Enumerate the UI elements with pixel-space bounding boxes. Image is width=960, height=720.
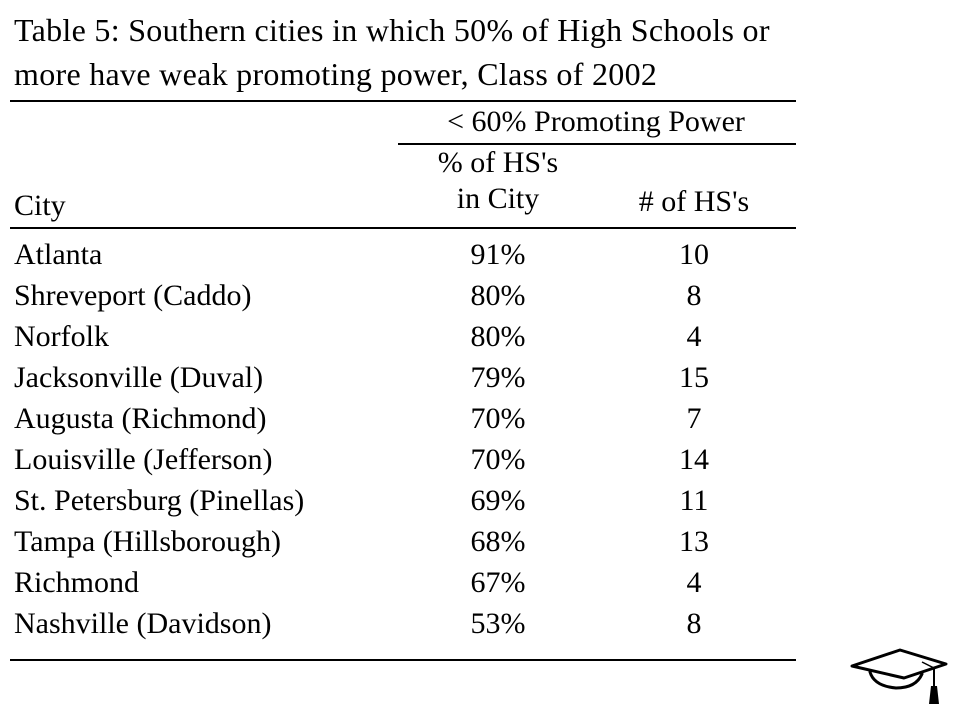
cell-city: Louisville (Jefferson) xyxy=(14,442,273,476)
cell-percent: 79% xyxy=(470,360,526,394)
table-row xyxy=(14,234,796,275)
cell-city: Jacksonville (Duval) xyxy=(14,360,264,394)
table-row xyxy=(14,275,796,316)
table-row xyxy=(14,603,796,644)
table-row xyxy=(14,439,796,480)
graduation-cap-icon xyxy=(848,642,948,712)
cell-count: 15 xyxy=(679,360,709,394)
cell-percent: 67% xyxy=(470,565,526,599)
cell-count: 4 xyxy=(686,565,702,599)
cell-city: Augusta (Richmond) xyxy=(14,401,267,435)
cell-city: Atlanta xyxy=(14,237,103,271)
cell-count: 10 xyxy=(679,237,709,271)
cell-city: Norfolk xyxy=(14,319,109,353)
table-row xyxy=(14,316,796,357)
column-header-percent-line-1: % of HS's xyxy=(437,146,559,179)
cell-percent: 70% xyxy=(470,442,526,476)
header-rule xyxy=(10,227,796,229)
cell-count: 13 xyxy=(679,524,709,558)
table-body xyxy=(14,234,796,644)
cell-percent: 91% xyxy=(470,237,526,271)
column-header-count: # of HS's xyxy=(638,185,750,218)
table-top-rule xyxy=(10,100,796,102)
table-row xyxy=(14,480,796,521)
table-bottom-rule xyxy=(10,659,796,661)
column-header-city: City xyxy=(14,189,66,222)
cell-percent: 53% xyxy=(470,606,526,640)
cell-count: 4 xyxy=(686,319,702,353)
title-line-1: Table 5: Southern cities in which 50% of High Schools or xyxy=(14,12,770,48)
table-row xyxy=(14,357,796,398)
cell-percent: 80% xyxy=(470,278,526,312)
table-row xyxy=(14,562,796,603)
cell-city: Nashville (Davidson) xyxy=(14,606,272,640)
cell-count: 7 xyxy=(686,401,702,435)
cell-city: Richmond xyxy=(14,565,139,599)
cell-count: 8 xyxy=(686,278,702,312)
table-title xyxy=(14,8,944,96)
cell-count: 14 xyxy=(679,442,709,476)
table-row xyxy=(14,521,796,562)
cell-percent: 70% xyxy=(470,401,526,435)
column-header-percent xyxy=(400,145,596,217)
cell-count: 11 xyxy=(679,483,709,517)
cell-count: 8 xyxy=(686,606,702,640)
cell-percent: 68% xyxy=(470,524,526,558)
column-header-percent-line-2: in City xyxy=(456,182,540,215)
cell-city: Tampa (Hillsborough) xyxy=(14,524,282,558)
title-line-2: more have weak promoting power, Class of 2002 xyxy=(14,56,658,92)
cell-city: Shreveport (Caddo) xyxy=(14,278,252,312)
cell-percent: 69% xyxy=(470,483,526,517)
table-row xyxy=(14,398,796,439)
cell-city: St. Petersburg (Pinellas) xyxy=(14,483,305,517)
group-header: < 60% Promoting Power xyxy=(447,105,745,138)
cell-percent: 80% xyxy=(470,319,526,353)
